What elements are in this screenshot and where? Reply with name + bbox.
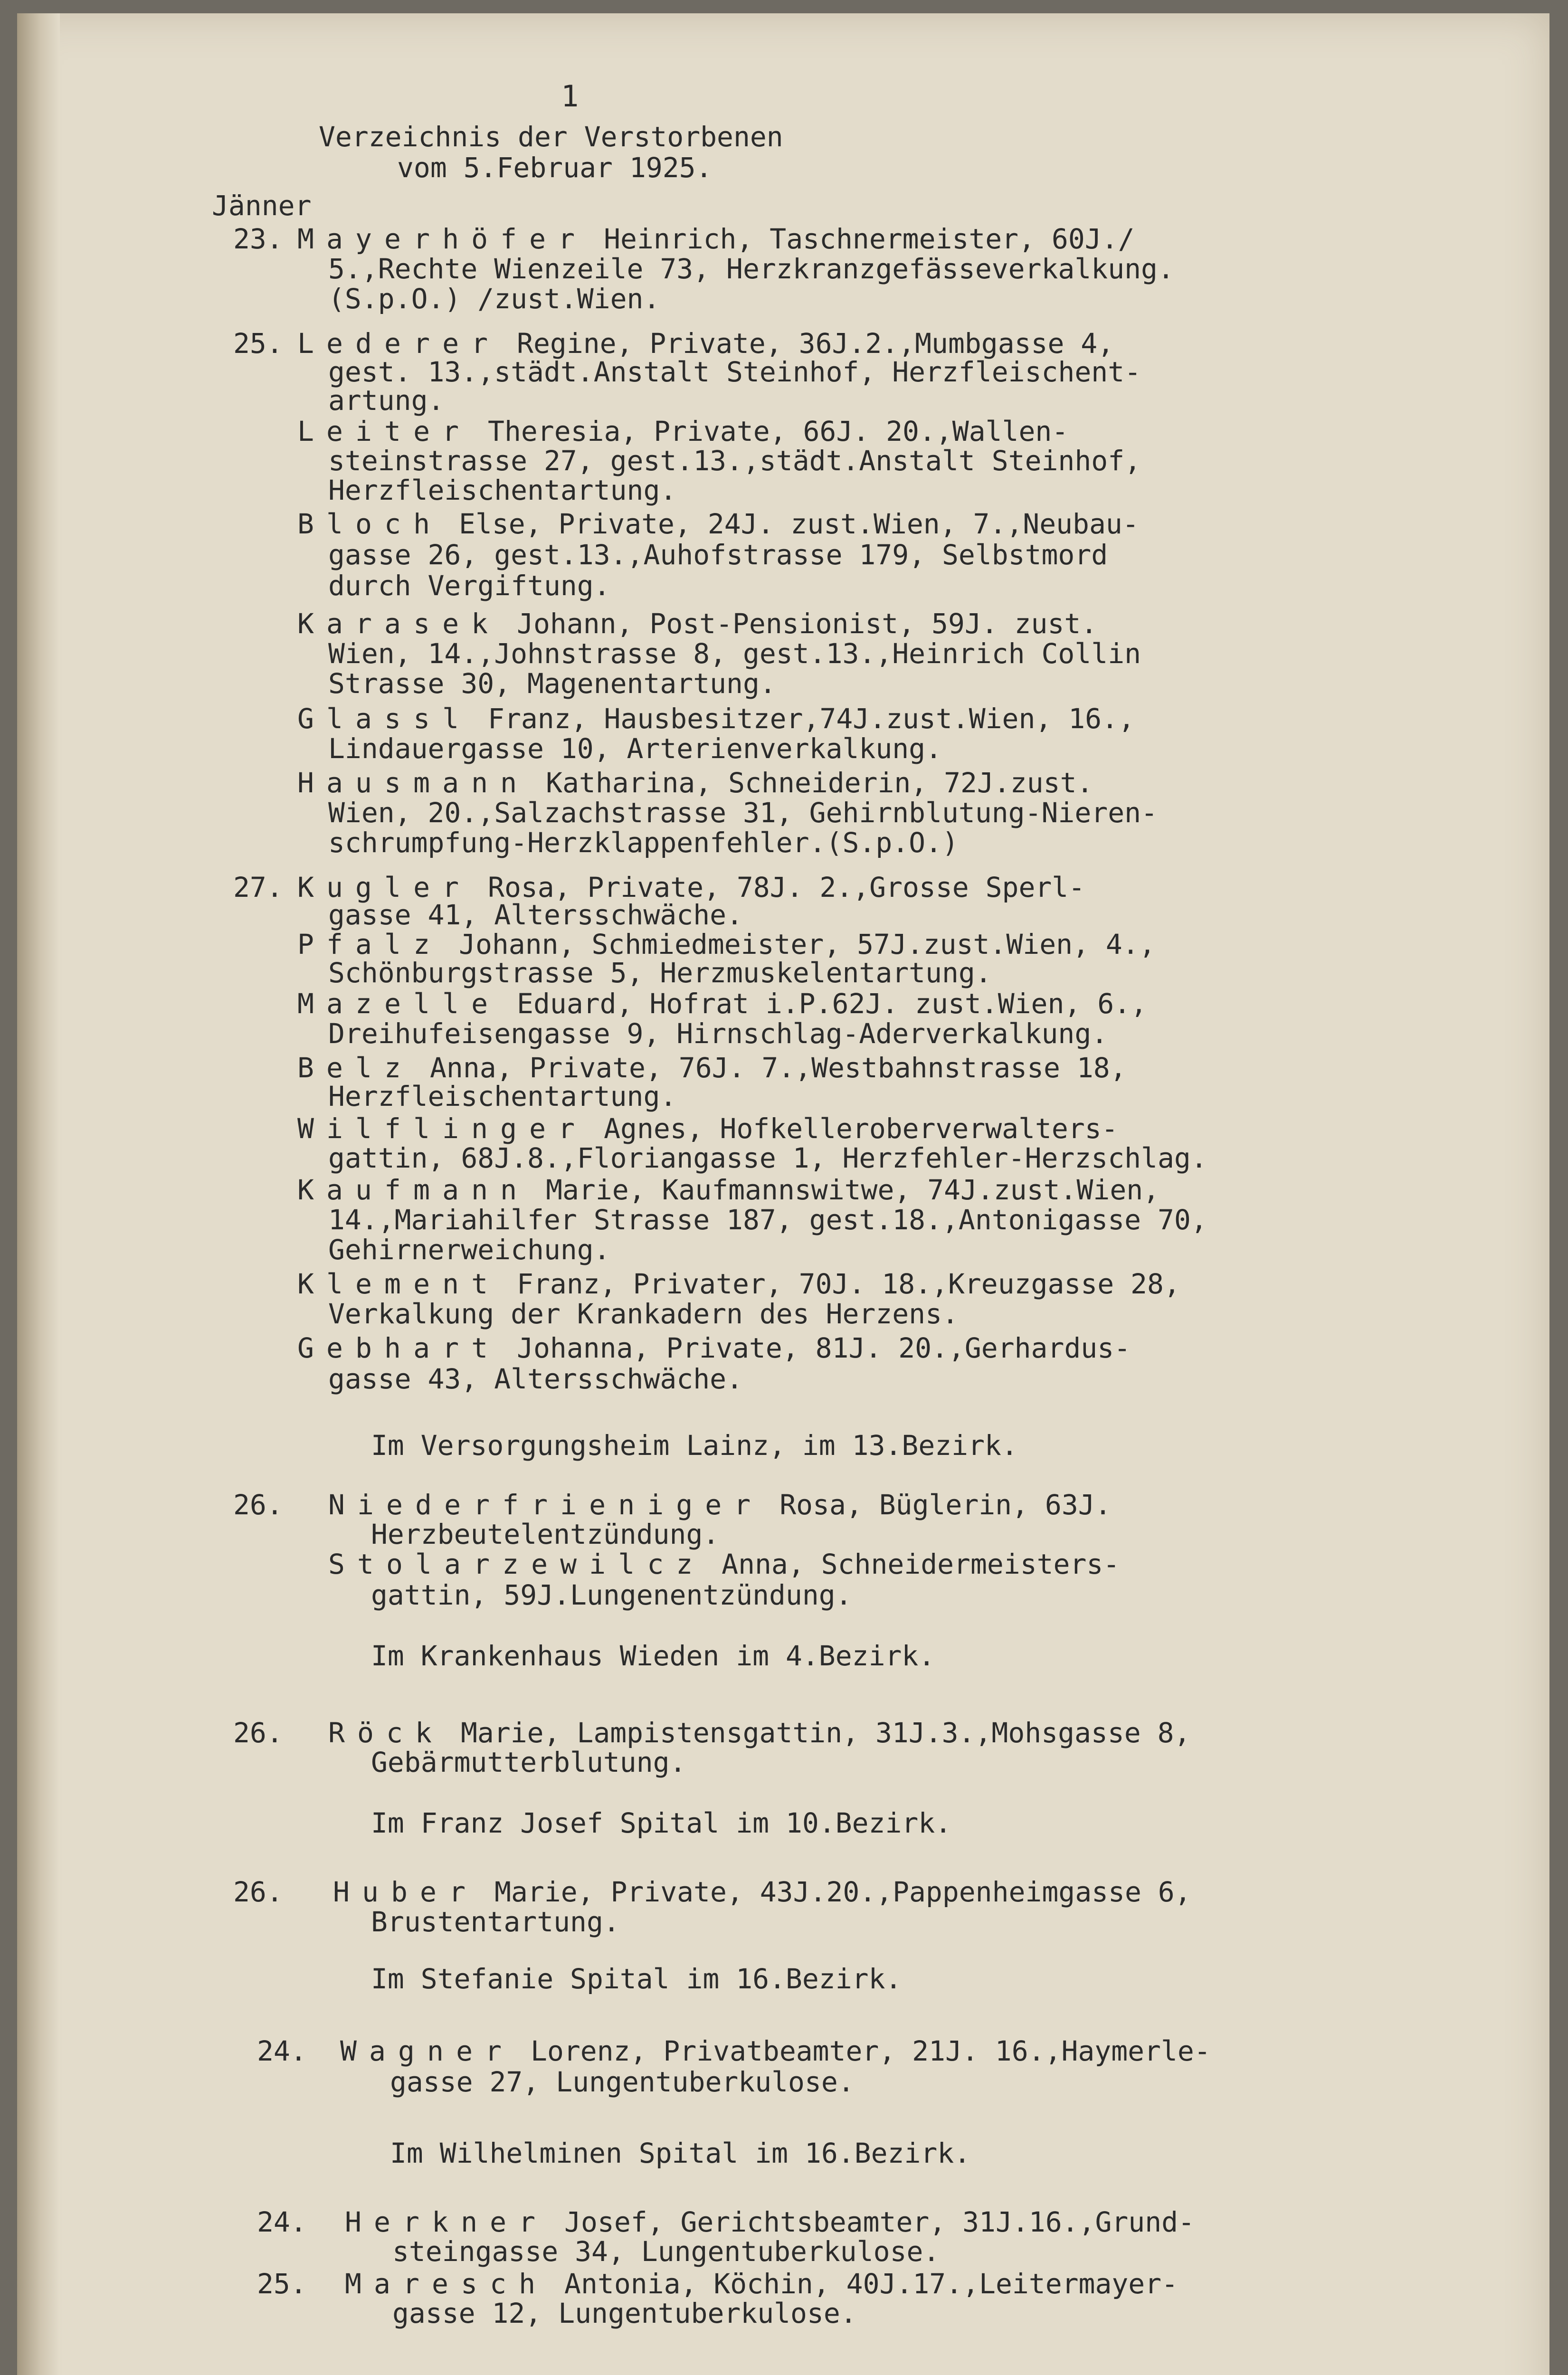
entry-first-line <box>297 769 1093 797</box>
entry-first-line <box>297 930 1156 959</box>
entry-line: Herzbeutelentzündung. <box>371 1518 720 1550</box>
entry-day: 24. <box>257 2035 307 2067</box>
entry-details: Regine, Private, 36J.2.,Mumbgasse 4, <box>500 327 1114 360</box>
entry-details: Katharina, Schneiderin, 72J.zust. <box>529 767 1093 799</box>
entry-details: Johann, Schmiedmeister, 57J.zust.Wien, 4., <box>442 928 1156 960</box>
entry-surname: Huber <box>333 1876 478 1908</box>
entry-details: Else, Private, 24J. zust.Wien, 7.,Neubau- <box>442 508 1139 540</box>
entry-line: Verkalkung der Krankadern des Herzens. <box>328 1298 959 1330</box>
entry-details: Anna, Private, 76J. 7.,Westbahnstrasse 18, <box>413 1052 1127 1084</box>
entry-line: Gehirnerweichung. <box>328 1234 610 1266</box>
entry-first-line <box>297 1334 1131 1362</box>
entry-details: Rosa, Büglerin, 63J. <box>763 1489 1112 1521</box>
entry-first-line <box>345 2208 1195 2236</box>
entry-first-line <box>297 510 1139 538</box>
entry-first-line <box>297 873 1085 902</box>
entry-surname: Glassl <box>297 703 472 735</box>
entry-first-line <box>340 2037 1211 2065</box>
entry-details: Rosa, Private, 78J. 2.,Grosse Sperl- <box>471 871 1085 903</box>
section-heading-stefanie: Im Stefanie Spital im 16.Bezirk. <box>371 1963 902 1995</box>
section-heading-franz-josef: Im Franz Josef Spital im 10.Bezirk. <box>371 1807 952 1839</box>
title-line-2: vom 5.Februar 1925. <box>397 152 713 184</box>
entry-line: gattin, 68J.8.,Floriangasse 1, Herzfehler-Herzschlag. <box>328 1142 1207 1174</box>
entry-first-line <box>297 1270 1180 1298</box>
entry-day: 26. <box>233 1717 283 1749</box>
entry-day: 25. <box>257 2268 307 2300</box>
entry-day: 25. <box>233 327 283 360</box>
entry-details: Marie, Private, 43J.20.,Pappenheimgasse 6, <box>478 1876 1191 1908</box>
section-heading-lainz: Im Versorgungsheim Lainz, im 13.Bezirk. <box>371 1429 1018 1462</box>
entry-surname: Bloch <box>297 508 443 540</box>
entry-line: Herzfleischentartung. <box>328 1080 677 1112</box>
entry-surname: Wilflinger <box>297 1112 588 1145</box>
entry-line: Dreihufeisengasse 9, Hirnschlag-Aderverkalkung. <box>328 1017 1108 1050</box>
entry-first-line <box>333 1878 1191 1906</box>
entry-first-line <box>297 704 1135 733</box>
entry-line: Lindauergasse 10, Arterienverkalkung. <box>328 732 942 765</box>
entry-first-line <box>328 1550 1120 1578</box>
entry-surname: Mazelle <box>297 988 501 1020</box>
entry-first-line <box>297 1176 1159 1204</box>
entry-line: Gebärmutterblutung. <box>371 1746 686 1778</box>
entry-line: gasse 12, Lungentuberkulose. <box>392 2297 857 2329</box>
document-sheet <box>17 13 1549 2375</box>
entry-surname: Pfalz <box>297 928 443 960</box>
entry-details: Eduard, Hofrat i.P.62J. zust.Wien, 6., <box>500 988 1147 1020</box>
entry-surname: Hausmann <box>297 767 530 799</box>
entry-surname: Maresch <box>345 2268 548 2300</box>
entry-line: 14.,Mariahilfer Strasse 187, gest.18.,Antonigasse 70, <box>328 1204 1207 1236</box>
entry-details: Josef, Gerichtsbeamter, 31J.16.,Grund- <box>548 2206 1195 2238</box>
entry-details: Lorenz, Privatbeamter, 21J. 16.,Haymerle- <box>514 2035 1211 2067</box>
entry-surname: Wagner <box>340 2035 514 2067</box>
entry-day: 27. <box>233 871 283 903</box>
month-label: Jänner <box>212 190 312 222</box>
entry-surname: Lederer <box>297 327 501 360</box>
entry-line: gasse 41, Altersschwäche. <box>328 899 743 931</box>
entry-surname: Gebhart <box>297 1332 501 1364</box>
entry-surname: Kugler <box>297 871 472 903</box>
entry-details: Franz, Hausbesitzer,74J.zust.Wien, 16., <box>471 703 1135 735</box>
entry-first-line <box>297 417 1068 446</box>
entry-surname: Klement <box>297 1268 501 1300</box>
entry-surname: Mayerhöfer <box>297 223 588 255</box>
entry-line: 5.,Rechte Wienzeile 73, Herzkranzgefässeverkalkung. <box>328 253 1174 285</box>
entry-day: 26. <box>233 1489 283 1521</box>
entry-line: artung. <box>328 384 445 417</box>
entry-surname: Stolarzewilcz <box>328 1548 705 1580</box>
entry-details: Franz, Privater, 70J. 18.,Kreuzgasse 28, <box>500 1268 1180 1300</box>
entry-details: Anna, Schneidermeisters- <box>705 1548 1120 1580</box>
entry-line: (S.p.O.) /zust.Wien. <box>328 283 660 315</box>
entry-surname: Röck <box>328 1717 445 1749</box>
entry-first-line <box>328 1719 1190 1747</box>
entry-surname: Kaufmann <box>297 1174 530 1206</box>
entry-line: gattin, 59J.Lungenentzündung. <box>371 1579 852 1611</box>
entry-first-line <box>297 1054 1127 1082</box>
page-number: 1 <box>561 79 579 114</box>
entry-day: 26. <box>233 1876 283 1908</box>
entry-first-line <box>345 2270 1178 2298</box>
entry-first-line <box>297 609 1097 638</box>
entry-details: Johanna, Private, 81J. 20.,Gerhardus- <box>500 1332 1131 1364</box>
entry-details: Johann, Post-Pensionist, 59J. zust. <box>500 608 1098 640</box>
entry-line: Wien, 14.,Johnstrasse 8, gest.13.,Heinrich Collin <box>328 637 1141 670</box>
entry-surname: Herkner <box>345 2206 548 2238</box>
entry-first-line <box>297 329 1114 358</box>
entry-surname: Karasek <box>297 608 501 640</box>
entry-line: Wien, 20.,Salzachstrasse 31, Gehirnblutung-Nieren- <box>328 797 1158 829</box>
typewritten-page <box>17 13 1549 2375</box>
entry-line: schrumpfung-Herzklappenfehler.(S.p.O.) <box>328 826 959 859</box>
entry-line: gest. 13.,städt.Anstalt Steinhof, Herzfleischent- <box>328 356 1141 388</box>
entry-line: gasse 43, Altersschwäche. <box>328 1363 743 1395</box>
entry-details: Marie, Kaufmannswitwe, 74J.zust.Wien, <box>529 1174 1160 1206</box>
entry-details: Agnes, Hofkelleroberverwalters- <box>587 1112 1118 1145</box>
entry-surname: Belz <box>297 1052 414 1084</box>
entry-line: Herzfleischentartung. <box>328 474 677 506</box>
entry-line: gasse 27, Lungentuberkulose. <box>390 2066 855 2098</box>
entry-first-line <box>297 989 1147 1018</box>
entry-first-line <box>297 225 1135 253</box>
entry-first-line <box>297 1114 1118 1143</box>
entry-surname: Niederfrieniger <box>328 1489 763 1521</box>
entry-surname: Leiter <box>297 415 472 447</box>
entry-day: 23. <box>233 223 283 255</box>
entry-line: Strasse 30, Magenentartung. <box>328 667 776 700</box>
entry-details: Marie, Lampistensgattin, 31J.3.,Mohsgasse 8, <box>444 1717 1191 1749</box>
entry-line: steinstrasse 27, gest.13.,städt.Anstalt Steinhof, <box>328 445 1141 477</box>
entry-day: 24. <box>257 2206 307 2238</box>
entry-details: Theresia, Private, 66J. 20.,Wallen- <box>471 415 1069 447</box>
entry-details: Antonia, Köchin, 40J.17.,Leitermayer- <box>548 2268 1178 2300</box>
section-heading-wilhelminen: Im Wilhelminen Spital im 16.Bezirk. <box>390 2137 971 2169</box>
entry-line: Schönburgstrasse 5, Herzmuskelentartung. <box>328 957 992 989</box>
entry-details: Heinrich, Taschnermeister, 60J./ <box>587 223 1135 255</box>
entry-line: Brustentartung. <box>371 1906 620 1938</box>
section-heading-wieden: Im Krankenhaus Wieden im 4.Bezirk. <box>371 1640 935 1672</box>
entry-first-line <box>328 1491 1112 1519</box>
entry-line: gasse 26, gest.13.,Auhofstrasse 179, Selbstmord <box>328 539 1108 571</box>
entry-line: steingasse 34, Lungentuberkulose. <box>392 2235 940 2268</box>
entry-line: durch Vergiftung. <box>328 570 610 602</box>
title-line-1: Verzeichnis der Verstorbenen <box>319 121 783 153</box>
